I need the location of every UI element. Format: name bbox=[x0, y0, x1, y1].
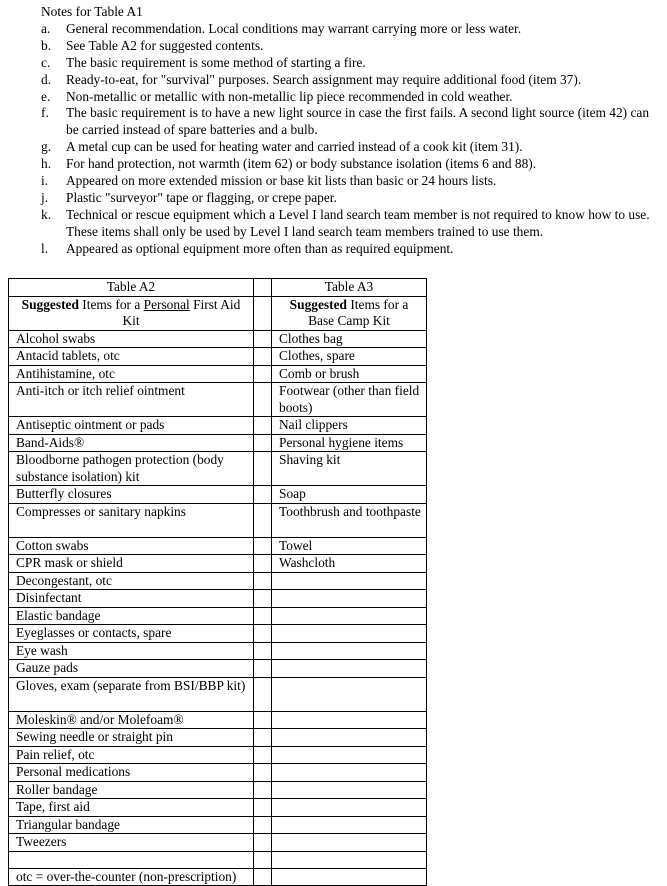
note-item bbox=[41, 89, 661, 106]
table-gap-cell bbox=[254, 348, 272, 366]
table-gap-cell bbox=[254, 486, 272, 504]
note-letter: k. bbox=[41, 206, 52, 222]
table-a3-cell: Shaving kit bbox=[272, 452, 427, 486]
table-gap-cell bbox=[254, 572, 272, 590]
table-row bbox=[9, 729, 427, 747]
note-text: A metal cup can be used for heating water and carried instead of a cook kit (item 31). bbox=[66, 139, 523, 155]
table-a2-cell: Personal medications bbox=[9, 764, 254, 782]
table-a3-cell: Soap bbox=[272, 486, 427, 504]
table-a3-cell bbox=[272, 729, 427, 747]
table-gap-cell bbox=[254, 330, 272, 348]
note-item bbox=[41, 207, 661, 241]
table-a3-cell bbox=[272, 711, 427, 729]
table-row bbox=[9, 434, 427, 452]
table-gap-cell bbox=[254, 555, 272, 573]
table-a3-subtitle bbox=[272, 296, 427, 330]
table-a3-cell: Comb or brush bbox=[272, 365, 427, 383]
note-text: Appeared as optional equipment more often than as required equipment. bbox=[66, 240, 454, 256]
table-row bbox=[9, 330, 427, 348]
table-gap-cell bbox=[254, 503, 272, 537]
note-letter: c. bbox=[41, 54, 51, 70]
table-row bbox=[9, 607, 427, 625]
table-a3-cell bbox=[272, 625, 427, 643]
note-item bbox=[41, 190, 661, 207]
table-gap-cell bbox=[254, 660, 272, 678]
table-a3-cell bbox=[272, 660, 427, 678]
note-text: Appeared on more extended mission or base kit lists than basic or 24 hours lists. bbox=[66, 173, 497, 189]
table-gap-cell bbox=[254, 851, 272, 868]
table-a2-cell: Decongestant, otc bbox=[9, 572, 254, 590]
table-a2-cell: Tape, first aid bbox=[9, 799, 254, 817]
table-gap-cell bbox=[254, 764, 272, 782]
table-row bbox=[9, 868, 427, 886]
subtitle-bold: Suggested bbox=[21, 296, 79, 312]
table-gap-cell bbox=[254, 296, 272, 330]
table-a2-cell: Pain relief, otc bbox=[9, 746, 254, 764]
note-text: For hand protection, not warmth (item 62) or body substance isolation (items 6 and 88). bbox=[66, 156, 537, 172]
note-item bbox=[41, 156, 661, 173]
table-gap-cell bbox=[254, 537, 272, 555]
table-a2-cell bbox=[9, 851, 254, 868]
note-letter: d. bbox=[41, 71, 52, 87]
subtitle-bold: Suggested bbox=[289, 296, 347, 312]
table-row bbox=[9, 365, 427, 383]
table-a3-cell bbox=[272, 764, 427, 782]
table-row bbox=[9, 660, 427, 678]
table-a3-cell: Personal hygiene items bbox=[272, 434, 427, 452]
table-gap-cell bbox=[254, 365, 272, 383]
table-a3-cell bbox=[272, 746, 427, 764]
supply-tables bbox=[8, 278, 427, 886]
notes-title: Notes for Table A1 bbox=[41, 4, 143, 19]
table-a3-cell bbox=[272, 816, 427, 834]
table-a2-subtitle bbox=[9, 296, 254, 330]
table-gap-cell bbox=[254, 590, 272, 608]
table-a3-cell: Footwear (other than field boots) bbox=[272, 383, 427, 417]
table-a2-cell: Alcohol swabs bbox=[9, 330, 254, 348]
table-row bbox=[9, 452, 427, 486]
table-a3-cell: Clothes, spare bbox=[272, 348, 427, 366]
table-a2-cell: Gloves, exam (separate from BSI/BBP kit) bbox=[9, 677, 254, 711]
table-a2-cell: Butterfly closures bbox=[9, 486, 254, 504]
table-a3-cell bbox=[272, 572, 427, 590]
table-a2-cell: Cotton swabs bbox=[9, 537, 254, 555]
table-row bbox=[9, 555, 427, 573]
table-a2-cell: Anti-itch or itch relief ointment bbox=[9, 383, 254, 417]
table-row bbox=[9, 537, 427, 555]
table-gap-cell bbox=[254, 279, 272, 297]
table-row bbox=[9, 799, 427, 817]
note-letter: b. bbox=[41, 37, 52, 53]
table-row bbox=[9, 851, 427, 868]
table-gap-cell bbox=[254, 452, 272, 486]
note-letter: e. bbox=[41, 88, 51, 104]
table-gap-cell bbox=[254, 781, 272, 799]
table-a2-cell: Eyeglasses or contacts, spare bbox=[9, 625, 254, 643]
table-a3-cell: Washcloth bbox=[272, 555, 427, 573]
table-a3-cell: Towel bbox=[272, 537, 427, 555]
table-gap-cell bbox=[254, 417, 272, 435]
table-gap-cell bbox=[254, 711, 272, 729]
note-text: General recommendation. Local conditions may warrant carrying more or less water. bbox=[66, 20, 522, 36]
subtitle-end: First Aid Kit bbox=[122, 296, 241, 328]
table-a3-cell: Clothes bag bbox=[272, 330, 427, 348]
table-row bbox=[9, 486, 427, 504]
table-gap-cell bbox=[254, 607, 272, 625]
table-a3-cell bbox=[272, 677, 427, 711]
subtitle-rest: Items for a Base Camp Kit bbox=[308, 296, 409, 328]
note-letter: h. bbox=[41, 156, 52, 172]
table-row bbox=[9, 348, 427, 366]
table-a2-cell: Elastic bandage bbox=[9, 607, 254, 625]
table-row bbox=[9, 764, 427, 782]
note-letter: a. bbox=[41, 20, 51, 36]
note-text: See Table A2 for suggested contents. bbox=[66, 37, 264, 53]
notes-list bbox=[41, 21, 661, 258]
table-row bbox=[9, 781, 427, 799]
table-a2-cell: otc = over-the-counter (non-prescription) bbox=[9, 868, 254, 886]
table-gap-cell bbox=[254, 729, 272, 747]
table-gap-cell bbox=[254, 434, 272, 452]
table-a3-title: Table A3 bbox=[272, 279, 427, 297]
table-a2-cell: Antacid tablets, otc bbox=[9, 348, 254, 366]
note-item bbox=[41, 139, 661, 156]
table-a2-cell: Eye wash bbox=[9, 642, 254, 660]
table-a3-cell bbox=[272, 799, 427, 817]
table-a3-cell: Toothbrush and toothpaste bbox=[272, 503, 427, 537]
table-a3-cell: Nail clippers bbox=[272, 417, 427, 435]
note-text: The basic requirement is to have a new light source in case the first fails. A second light source (item 42) can be carried instead of spare batteries and a bulb. bbox=[66, 105, 650, 138]
table-a2-cell: Gauze pads bbox=[9, 660, 254, 678]
table-row bbox=[9, 642, 427, 660]
notes-section bbox=[41, 4, 661, 258]
table-row bbox=[9, 572, 427, 590]
table-row bbox=[9, 590, 427, 608]
table-gap-cell bbox=[254, 625, 272, 643]
table-a2-cell: Moleskin® and/or Molefoam® bbox=[9, 711, 254, 729]
note-letter: i. bbox=[41, 173, 49, 189]
table-a3-cell bbox=[272, 851, 427, 868]
note-text: Plastic "surveyor" tape or flagging, or crepe paper. bbox=[66, 189, 337, 205]
table-a2-cell: Bloodborne pathogen protection (body substance isolation) kit bbox=[9, 452, 254, 486]
note-item bbox=[41, 72, 661, 89]
table-row bbox=[9, 816, 427, 834]
table-a2-cell: Tweezers bbox=[9, 834, 254, 852]
table-a2-title: Table A2 bbox=[9, 279, 254, 297]
note-text: Non-metallic or metallic with non-metallic lip piece recommended in cold weather. bbox=[66, 88, 513, 104]
table-row bbox=[9, 711, 427, 729]
table-a2-cell: Roller bandage bbox=[9, 781, 254, 799]
table-row bbox=[9, 746, 427, 764]
table-a3-cell bbox=[272, 642, 427, 660]
table-a3-cell bbox=[272, 868, 427, 886]
note-letter: g. bbox=[41, 139, 52, 155]
note-item bbox=[41, 21, 661, 38]
table-row bbox=[9, 677, 427, 711]
table-gap-cell bbox=[254, 746, 272, 764]
note-item bbox=[41, 241, 661, 258]
table-a3-cell bbox=[272, 590, 427, 608]
note-text: Ready-to-eat, for "survival" purposes. Search assignment may require additional food (item 37). bbox=[66, 71, 582, 87]
table-a2-cell: Antihistamine, otc bbox=[9, 365, 254, 383]
table-gap-cell bbox=[254, 868, 272, 886]
table-gap-cell bbox=[254, 383, 272, 417]
note-text: Technical or rescue equipment which a Level I land search team member is not required to know how to use. These items shall only be used by Level I land search team members trained to use them. bbox=[66, 206, 650, 239]
table-gap-cell bbox=[254, 816, 272, 834]
table-gap-cell bbox=[254, 642, 272, 660]
table-row bbox=[9, 383, 427, 417]
note-letter: l. bbox=[41, 240, 49, 256]
table-a3-cell bbox=[272, 607, 427, 625]
table-a2-cell: Disinfectant bbox=[9, 590, 254, 608]
table-a3-cell bbox=[272, 834, 427, 852]
note-item bbox=[41, 105, 661, 139]
table-row bbox=[9, 834, 427, 852]
note-text: The basic requirement is some method of starting a fire. bbox=[66, 54, 366, 70]
note-letter: j. bbox=[41, 189, 49, 205]
table-gap-cell bbox=[254, 799, 272, 817]
table-gap-cell bbox=[254, 677, 272, 711]
subtitle-mid: Items for a bbox=[78, 296, 144, 312]
table-row bbox=[9, 625, 427, 643]
table-a2-cell: Band-Aids® bbox=[9, 434, 254, 452]
table-row bbox=[9, 417, 427, 435]
note-item bbox=[41, 173, 661, 190]
table-gap-cell bbox=[254, 834, 272, 852]
table-a2-cell: Triangular bandage bbox=[9, 816, 254, 834]
table-row bbox=[9, 503, 427, 537]
note-item bbox=[41, 55, 661, 72]
table-a2-cell: Compresses or sanitary napkins bbox=[9, 503, 254, 537]
table-a2-cell: Antiseptic ointment or pads bbox=[9, 417, 254, 435]
note-item bbox=[41, 38, 661, 55]
note-letter: f. bbox=[41, 105, 49, 121]
table-a2-cell: Sewing needle or straight pin bbox=[9, 729, 254, 747]
subtitle-underline: Personal bbox=[143, 296, 190, 312]
table-a3-cell bbox=[272, 781, 427, 799]
table-a2-cell: CPR mask or shield bbox=[9, 555, 254, 573]
